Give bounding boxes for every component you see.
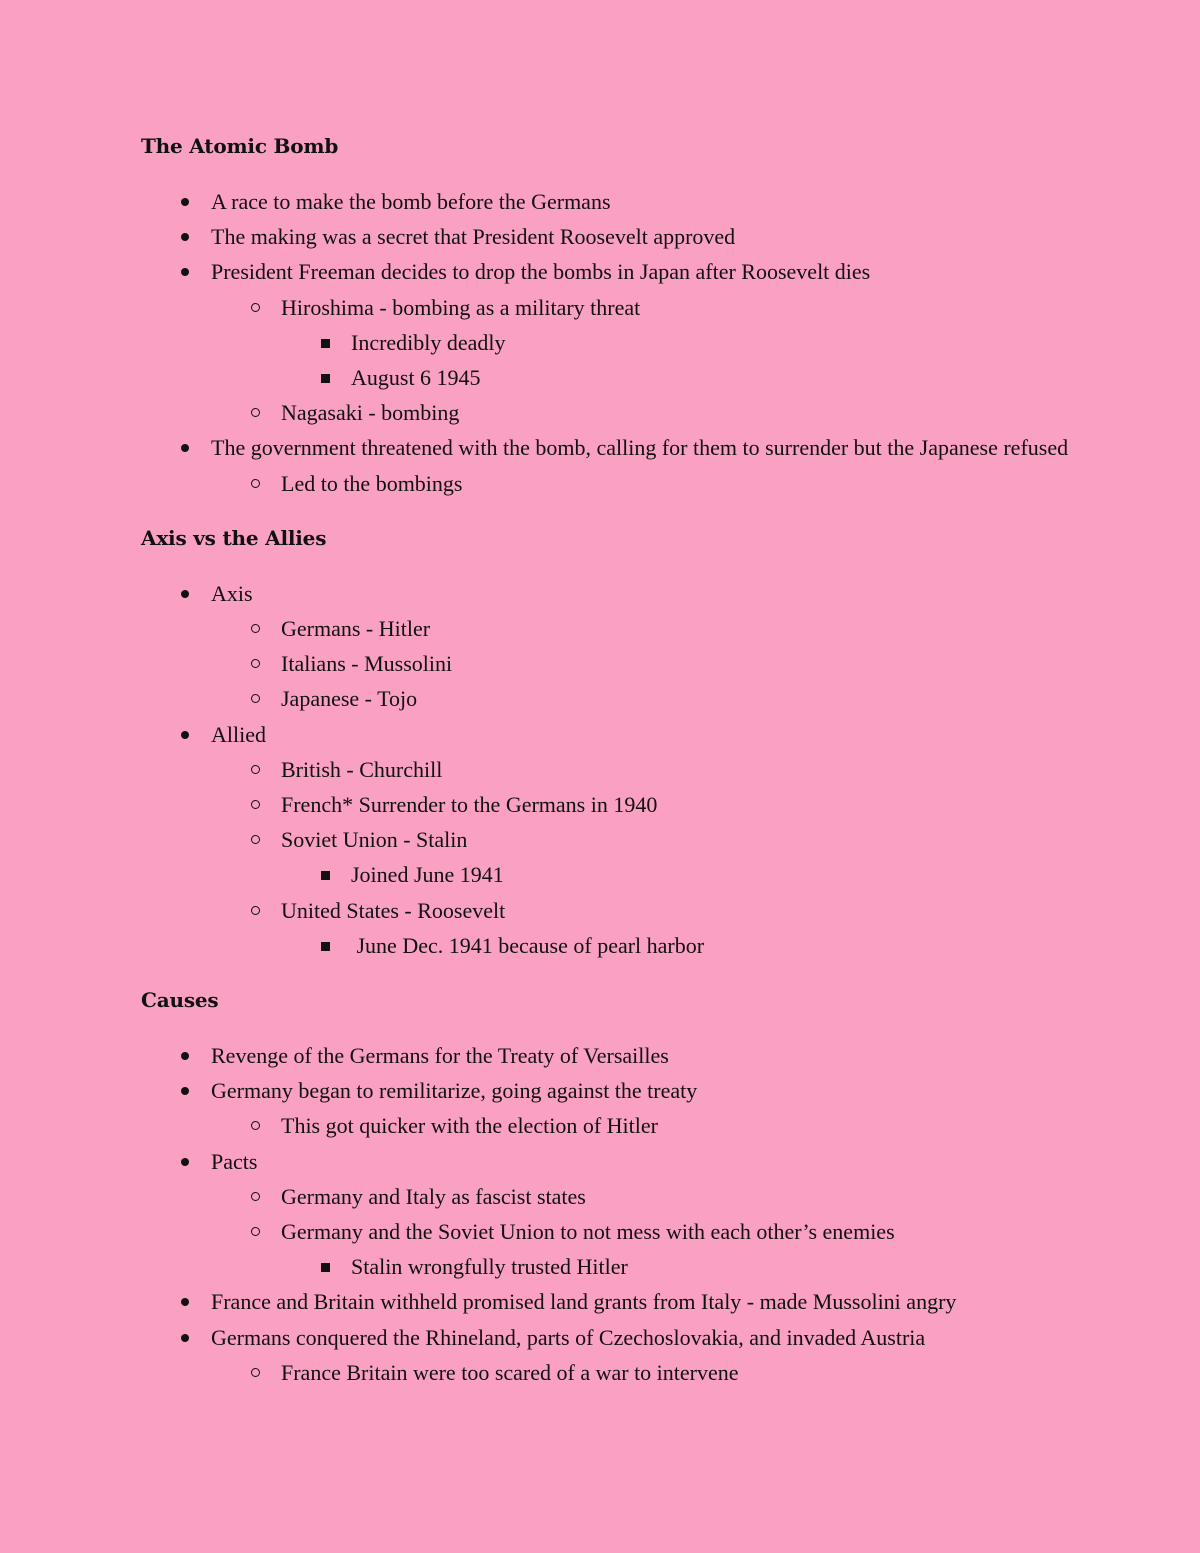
square-bullet-icon bbox=[321, 339, 330, 348]
bullet-list bbox=[141, 184, 1081, 290]
list-item: Italians - Mussolini bbox=[211, 646, 1081, 681]
filled-circle-bullet-icon bbox=[181, 590, 189, 598]
square-bullet-icon bbox=[321, 871, 330, 880]
hollow-circle-bullet-icon bbox=[251, 303, 260, 312]
sub-list bbox=[211, 290, 1081, 325]
list-item: British - Churchill bbox=[211, 752, 1081, 787]
hollow-circle-bullet-icon bbox=[251, 1368, 260, 1377]
list-item: President Freeman decides to drop the bombs in Japan after Roosevelt dies bbox=[141, 254, 1081, 289]
bullet-list bbox=[141, 1038, 1081, 1108]
square-bullet-icon bbox=[321, 942, 330, 951]
sub-sub-list bbox=[281, 325, 1081, 395]
list-item: Axis bbox=[141, 576, 1081, 611]
section-axis-vs-allies bbox=[141, 521, 1081, 963]
filled-circle-bullet-icon bbox=[181, 198, 189, 206]
bullet-list bbox=[141, 1284, 1081, 1354]
hollow-circle-bullet-icon bbox=[251, 624, 260, 633]
document-body bbox=[141, 129, 1081, 1390]
sub-list bbox=[211, 1108, 1081, 1143]
filled-circle-bullet-icon bbox=[181, 1334, 189, 1342]
list-item: The making was a secret that President Roosevelt approved bbox=[141, 219, 1081, 254]
section-heading: Axis vs the Allies bbox=[141, 525, 327, 550]
section-causes bbox=[141, 983, 1081, 1390]
list-item: Germany began to remilitarize, going against the treaty bbox=[141, 1073, 1081, 1108]
list-item: Germany and Italy as fascist states bbox=[211, 1179, 1081, 1214]
sub-list bbox=[211, 1179, 1081, 1249]
filled-circle-bullet-icon bbox=[181, 1158, 189, 1166]
sub-list bbox=[211, 1355, 1081, 1390]
list-item: Germans conquered the Rhineland, parts of Czechoslovakia, and invaded Austria bbox=[141, 1320, 1081, 1355]
square-bullet-icon bbox=[321, 374, 330, 383]
list-item: France Britain were too scared of a war to intervene bbox=[211, 1355, 1081, 1390]
list-item: Stalin wrongfully trusted Hitler bbox=[281, 1249, 1081, 1284]
list-item: This got quicker with the election of Hitler bbox=[211, 1108, 1081, 1143]
section-heading: The Atomic Bomb bbox=[141, 134, 339, 158]
filled-circle-bullet-icon bbox=[181, 233, 189, 241]
sub-list bbox=[211, 395, 1081, 430]
list-item: Allied bbox=[141, 717, 1081, 752]
sub-sub-list bbox=[281, 928, 1081, 963]
hollow-circle-bullet-icon bbox=[251, 659, 260, 668]
list-item: France and Britain withheld promised land grants from Italy - made Mussolini angry bbox=[141, 1284, 1081, 1319]
sub-sub-list bbox=[281, 1249, 1081, 1284]
bullet-list bbox=[141, 717, 1081, 752]
list-item: French* Surrender to the Germans in 1940 bbox=[211, 787, 1081, 822]
list-item: Soviet Union - Stalin bbox=[211, 822, 1081, 857]
hollow-circle-bullet-icon bbox=[251, 1121, 260, 1130]
hollow-circle-bullet-icon bbox=[251, 906, 260, 915]
square-bullet-icon bbox=[321, 1263, 330, 1272]
sub-list bbox=[211, 466, 1081, 501]
list-item: Nagasaki - bombing bbox=[211, 395, 1081, 430]
bullet-list bbox=[141, 1144, 1081, 1179]
list-item: Joined June 1941 bbox=[281, 857, 1081, 892]
hollow-circle-bullet-icon bbox=[251, 1192, 260, 1201]
filled-circle-bullet-icon bbox=[181, 444, 189, 452]
list-item: Hiroshima - bombing as a military threat bbox=[211, 290, 1081, 325]
section-heading: Causes bbox=[141, 988, 219, 1013]
bullet-list bbox=[141, 576, 1081, 611]
list-item: A race to make the bomb before the Germans bbox=[141, 184, 1081, 219]
bullet-list bbox=[141, 430, 1081, 465]
list-item: Revenge of the Germans for the Treaty of Versailles bbox=[141, 1038, 1081, 1073]
list-item: June Dec. 1941 because of pearl harbor bbox=[281, 928, 1081, 963]
sub-list bbox=[211, 893, 1081, 928]
hollow-circle-bullet-icon bbox=[251, 1227, 260, 1236]
hollow-circle-bullet-icon bbox=[251, 835, 260, 844]
hollow-circle-bullet-icon bbox=[251, 800, 260, 809]
filled-circle-bullet-icon bbox=[181, 1052, 189, 1060]
list-item: Japanese - Tojo bbox=[211, 681, 1081, 716]
hollow-circle-bullet-icon bbox=[251, 408, 260, 417]
hollow-circle-bullet-icon bbox=[251, 694, 260, 703]
filled-circle-bullet-icon bbox=[181, 1298, 189, 1306]
filled-circle-bullet-icon bbox=[181, 268, 189, 276]
list-item: United States - Roosevelt bbox=[211, 893, 1081, 928]
sub-list bbox=[211, 752, 1081, 858]
filled-circle-bullet-icon bbox=[181, 731, 189, 739]
hollow-circle-bullet-icon bbox=[251, 479, 260, 488]
sub-sub-list bbox=[281, 857, 1081, 892]
list-item: The government threatened with the bomb, calling for them to surrender but the Japanese refused bbox=[141, 430, 1081, 465]
hollow-circle-bullet-icon bbox=[251, 765, 260, 774]
section-atomic-bomb bbox=[141, 129, 1081, 501]
list-item: August 6 1945 bbox=[281, 360, 1081, 395]
list-item: Pacts bbox=[141, 1144, 1081, 1179]
list-item: Germany and the Soviet Union to not mess with each other’s enemies bbox=[211, 1214, 1081, 1249]
filled-circle-bullet-icon bbox=[181, 1087, 189, 1095]
list-item: Incredibly deadly bbox=[281, 325, 1081, 360]
list-item: Germans - Hitler bbox=[211, 611, 1081, 646]
sub-list bbox=[211, 611, 1081, 717]
list-item: Led to the bombings bbox=[211, 466, 1081, 501]
